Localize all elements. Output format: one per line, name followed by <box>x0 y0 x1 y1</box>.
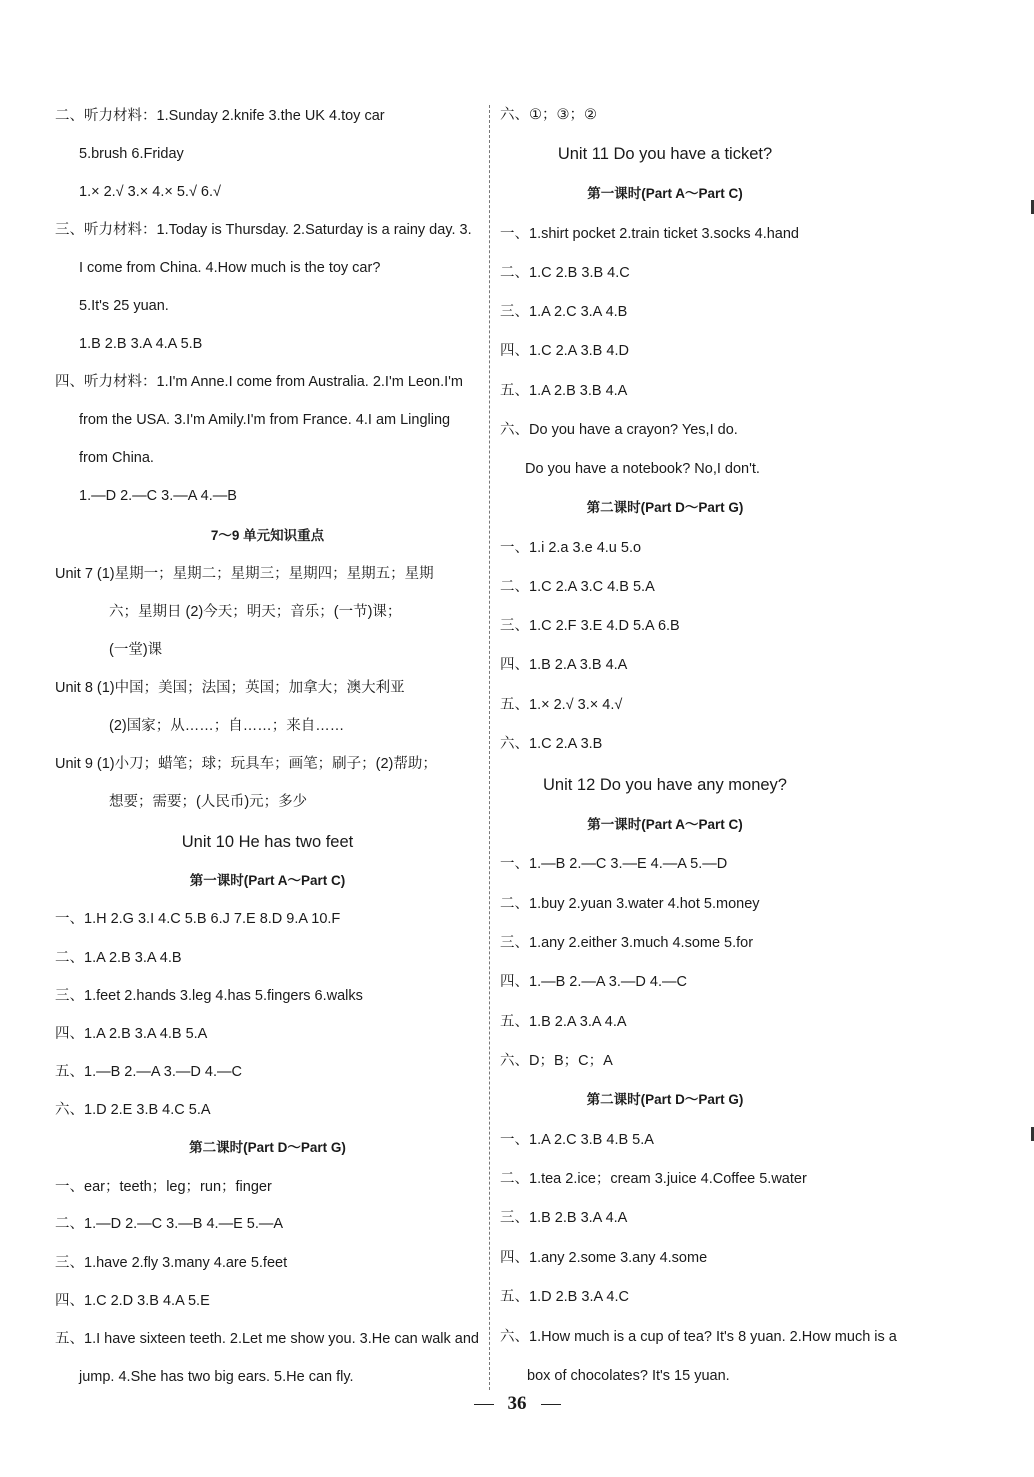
answer-line: 一、1.i 2.a 3.e 4.u 5.o <box>500 540 642 556</box>
page-number-value: 36 <box>507 1393 527 1414</box>
answer-line: 六、1.D 2.E 3.B 4.C 5.A <box>55 1102 211 1118</box>
answer-line: 五、1.—B 2.—A 3.—D 4.—C <box>55 1064 242 1080</box>
answer-line: 六、1.How much is a cup of tea? It's 8 yuan. 2.How much is a <box>500 1329 897 1345</box>
answer-line: from the USA. 3.I'm Amily.I'm from France. 4.I am Lingling <box>79 412 451 428</box>
answer-line: 四、1.B 2.A 3.B 4.A <box>500 657 628 673</box>
answer-line: 5.brush 6.Friday <box>79 146 184 162</box>
answer-line: 二、1.tea 2.ice；cream 3.juice 4.Coffee 5.water <box>500 1171 807 1187</box>
answer-line: 六、①；③；② <box>500 107 597 123</box>
answer-line: 一、1.shirt pocket 2.train ticket 3.socks 4.hand <box>500 226 799 242</box>
answer-line: 四、1.A 2.B 3.A 4.B 5.A <box>55 1026 208 1042</box>
answer-line: 六、D；B；C；A <box>500 1053 613 1069</box>
answer-line: 四、1.C 2.A 3.B 4.D <box>500 343 629 359</box>
section-heading: 7～9 单元知识重点 <box>210 528 325 543</box>
column-divider <box>489 105 490 1390</box>
answer-line: Unit 9 (1)小刀；蜡笔；球；玩具车；画笔；刷子；(2)帮助； <box>55 756 437 772</box>
answer-line: 1.× 2.√ 3.× 4.× 5.√ 6.√ <box>79 184 221 200</box>
unit-title: Unit 11 Do you have a ticket? <box>557 145 773 163</box>
page-number-dash-right <box>541 1404 561 1405</box>
lesson-heading: 第一课时(Part A～Part C) <box>587 186 743 201</box>
answer-line: 六；星期日 (2)今天；明天；音乐；(一节)课； <box>109 604 402 620</box>
answer-line: 1.B 2.B 3.A 4.A 5.B <box>79 336 203 352</box>
answer-line: 想要；需要；(人民币)元；多少 <box>109 794 308 810</box>
answer-line: 三、1.any 2.either 3.much 4.some 5.for <box>500 935 754 951</box>
answer-line: from China. <box>79 450 154 466</box>
answer-line: Do you have a notebook? No,I don't. <box>525 461 760 477</box>
answer-line: 1.—D 2.—C 3.—A 4.—B <box>79 488 237 504</box>
lesson-heading: 第二课时(Part D～Part G) <box>586 500 744 515</box>
lesson-heading: 第二课时(Part D～Part G) <box>586 1092 744 1107</box>
answer-line: 5.It's 25 yuan. <box>79 298 169 314</box>
answer-line: 五、1.A 2.B 3.B 4.A <box>500 383 628 399</box>
answer-line: 五、1.B 2.A 3.A 4.A <box>500 1014 627 1030</box>
answer-line: 五、1.× 2.√ 3.× 4.√ <box>500 697 623 713</box>
answer-line: 五、1.I have sixteen teeth. 2.Let me show you. 3.He can walk and <box>55 1331 479 1347</box>
answer-line: 四、1.—B 2.—A 3.—D 4.—C <box>500 974 687 990</box>
answer-line: 二、听力材料：1.Sunday 2.knife 3.the UK 4.toy car <box>55 108 385 124</box>
answer-line: 二、1.—D 2.—C 3.—B 4.—E 5.—A <box>55 1216 284 1232</box>
answer-line: 六、Do you have a crayon? Yes,I do. <box>500 422 738 438</box>
answer-line: (2)国家；从……；自……；来自…… <box>109 718 345 734</box>
answer-line: 二、1.C 2.A 3.C 4.B 5.A <box>500 579 655 595</box>
answer-line: Unit 8 (1)中国；美国；法国；英国；加拿大；澳大利亚 <box>55 680 405 696</box>
answer-line: 四、1.C 2.D 3.B 4.A 5.E <box>55 1293 210 1309</box>
answer-line: 一、1.H 2.G 3.I 4.C 5.B 6.J 7.E 8.D 9.A 10.F <box>55 911 341 927</box>
answer-line: 四、1.any 2.some 3.any 4.some <box>500 1250 708 1266</box>
answer-line: Unit 7 (1)星期一；星期二；星期三；星期四；星期五；星期 <box>55 566 434 582</box>
answer-line: box of chocolates? It's 15 yuan. <box>527 1368 730 1384</box>
answer-line: 六、1.C 2.A 3.B <box>500 736 603 752</box>
answer-line: I come from China. 4.How much is the toy car? <box>79 260 381 276</box>
answer-line: jump. 4.She has two big ears. 5.He can fly. <box>79 1369 354 1385</box>
answer-line: 一、1.A 2.C 3.B 4.B 5.A <box>500 1132 654 1148</box>
answer-line: 三、1.have 2.fly 3.many 4.are 5.feet <box>55 1255 288 1271</box>
page-number <box>0 1393 1034 1415</box>
answer-line: 三、1.feet 2.hands 3.leg 4.has 5.fingers 6.walks <box>55 988 363 1004</box>
answer-line: (一堂)课 <box>109 642 163 658</box>
answer-line: 三、听力材料：1.Today is Thursday. 2.Saturday is a rainy day. 3. <box>55 222 472 238</box>
answer-line: 三、1.C 2.F 3.E 4.D 5.A 6.B <box>500 618 680 634</box>
page-number-dash-left <box>474 1404 494 1405</box>
answer-line: 三、1.B 2.B 3.A 4.A <box>500 1210 628 1226</box>
answer-line: 四、听力材料：1.I'm Anne.I come from Australia. 2.I'm Leon.I'm <box>55 374 463 390</box>
lesson-heading: 第一课时(Part A～Part C) <box>189 873 346 888</box>
unit-title: Unit 12 Do you have any money? <box>543 776 787 794</box>
answer-line: 五、1.D 2.B 3.A 4.C <box>500 1289 629 1305</box>
answer-line: 一、ear；teeth；leg；run；finger <box>55 1179 272 1195</box>
unit-title: Unit 10 He has two feet <box>181 833 354 851</box>
lesson-heading: 第一课时(Part A～Part C) <box>587 817 743 832</box>
answer-line: 二、1.C 2.B 3.B 4.C <box>500 265 630 281</box>
answer-line: 二、1.buy 2.yuan 3.water 4.hot 5.money <box>500 896 760 912</box>
answer-line: 二、1.A 2.B 3.A 4.B <box>55 950 182 966</box>
answer-line: 一、1.—B 2.—C 3.—E 4.—A 5.—D <box>500 856 728 872</box>
lesson-heading: 第二课时(Part D～Part G) <box>189 1140 346 1155</box>
answer-line: 三、1.A 2.C 3.A 4.B <box>500 304 628 320</box>
